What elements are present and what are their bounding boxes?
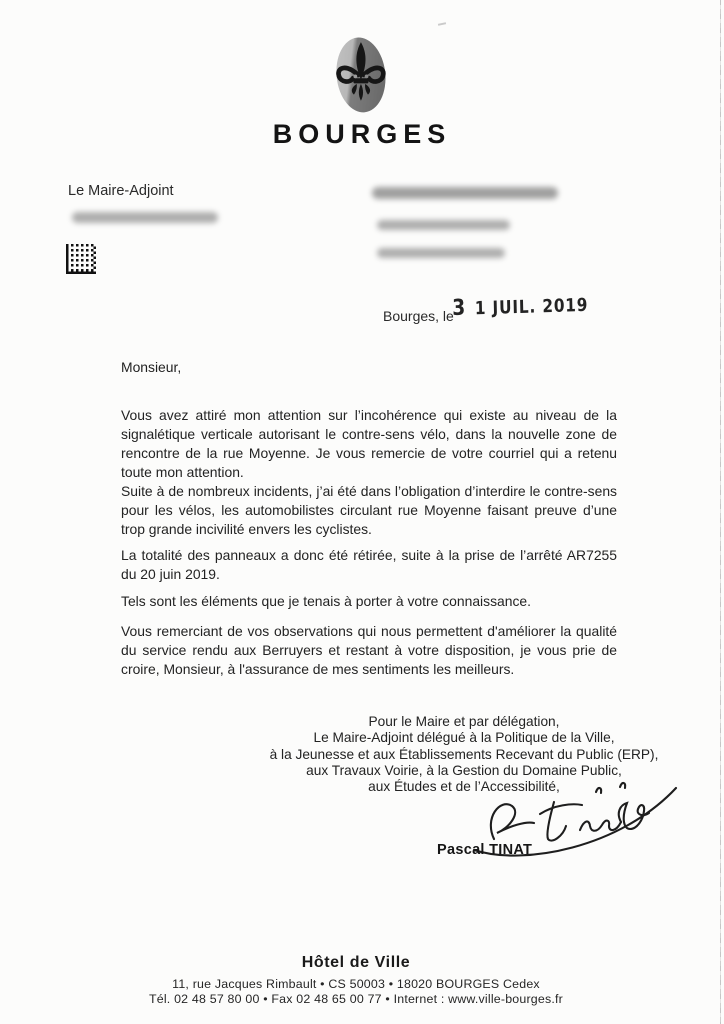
city-wordmark: BOURGES: [272, 119, 452, 149]
fleur-de-lis-icon: [330, 32, 390, 116]
closing-line: à la Jeunesse et aux Établissements Recevant du Public (ERP),: [269, 746, 659, 762]
redacted-recipient-line: [372, 187, 558, 199]
body-paragraph: Suite à de nombreux incidents, j’ai été dans l’obligation d’interdire le contre-sens pour les vélos, les automobilistes circulant rue Moyenne faisant preuve d’une trop grande incivilité envers les cyclistes.: [121, 483, 617, 537]
footer-address: 11, rue Jacques Rimbault • CS 50003 • 18020 BOURGES Cedex: [172, 977, 540, 991]
datamatrix-barcode-icon: [66, 244, 96, 274]
body-paragraph: Vous avez attiré mon attention sur l’incohérence qui existe au niveau de la signalétique verticale autorisant le contre-sens vélo, dans la nouvelle zone de rencontre de la rue Moyenne. Je vous remercie de votre courriel qui a retenu toute mon attention.: [121, 407, 617, 480]
redacted-recipient-line: [377, 220, 510, 230]
closing-line: aux Travaux Voirie, à la Gestion du Domaine Public,: [306, 762, 622, 778]
scan-speck-artifact: [438, 22, 446, 26]
closing-line: aux Études et de l’Accessibilité,: [368, 779, 560, 795]
body-paragraph: Vous remerciant de vos observations qui nous permettent d'améliorer la qualité du service rendu aux Berruyers et restant à votre disposition, je vous prie de croire, Monsieur, à l'assurance de mes sentiments les meilleurs.: [121, 623, 617, 677]
date-stamp: 3 1 JUIL. 2019: [452, 294, 589, 321]
redacted-sender-name: [72, 212, 218, 223]
sender-title: Le Maire-Adjoint: [68, 183, 174, 199]
scan-edge-artifact: [720, 0, 721, 1024]
redacted-recipient-line: [377, 248, 505, 258]
footer-contact: Tél. 02 48 57 80 00 • Fax 02 48 65 00 77 • Internet : www.ville-bourges.fr: [148, 991, 563, 1006]
footer-block: [6, 954, 706, 1006]
closing-line: Le Maire-Adjoint délégué à la Politique de la Ville,: [313, 730, 615, 746]
dateline-prefix: Bourges, le: [383, 308, 454, 324]
closing-line: Pour le Maire et par délégation,: [368, 714, 560, 729]
footer-title: Hôtel de Ville: [301, 954, 411, 971]
salutation: Monsieur,: [121, 359, 182, 375]
body-paragraph: Tels sont les éléments que je tenais à porter à votre connaissance.: [121, 593, 532, 609]
signer-name: Pascal TINAT: [437, 842, 533, 858]
body-paragraph: La totalité des panneaux a donc été rétirée, suite à la prise de l’arrêté AR7255 du 20 juin 2019.: [121, 547, 617, 582]
